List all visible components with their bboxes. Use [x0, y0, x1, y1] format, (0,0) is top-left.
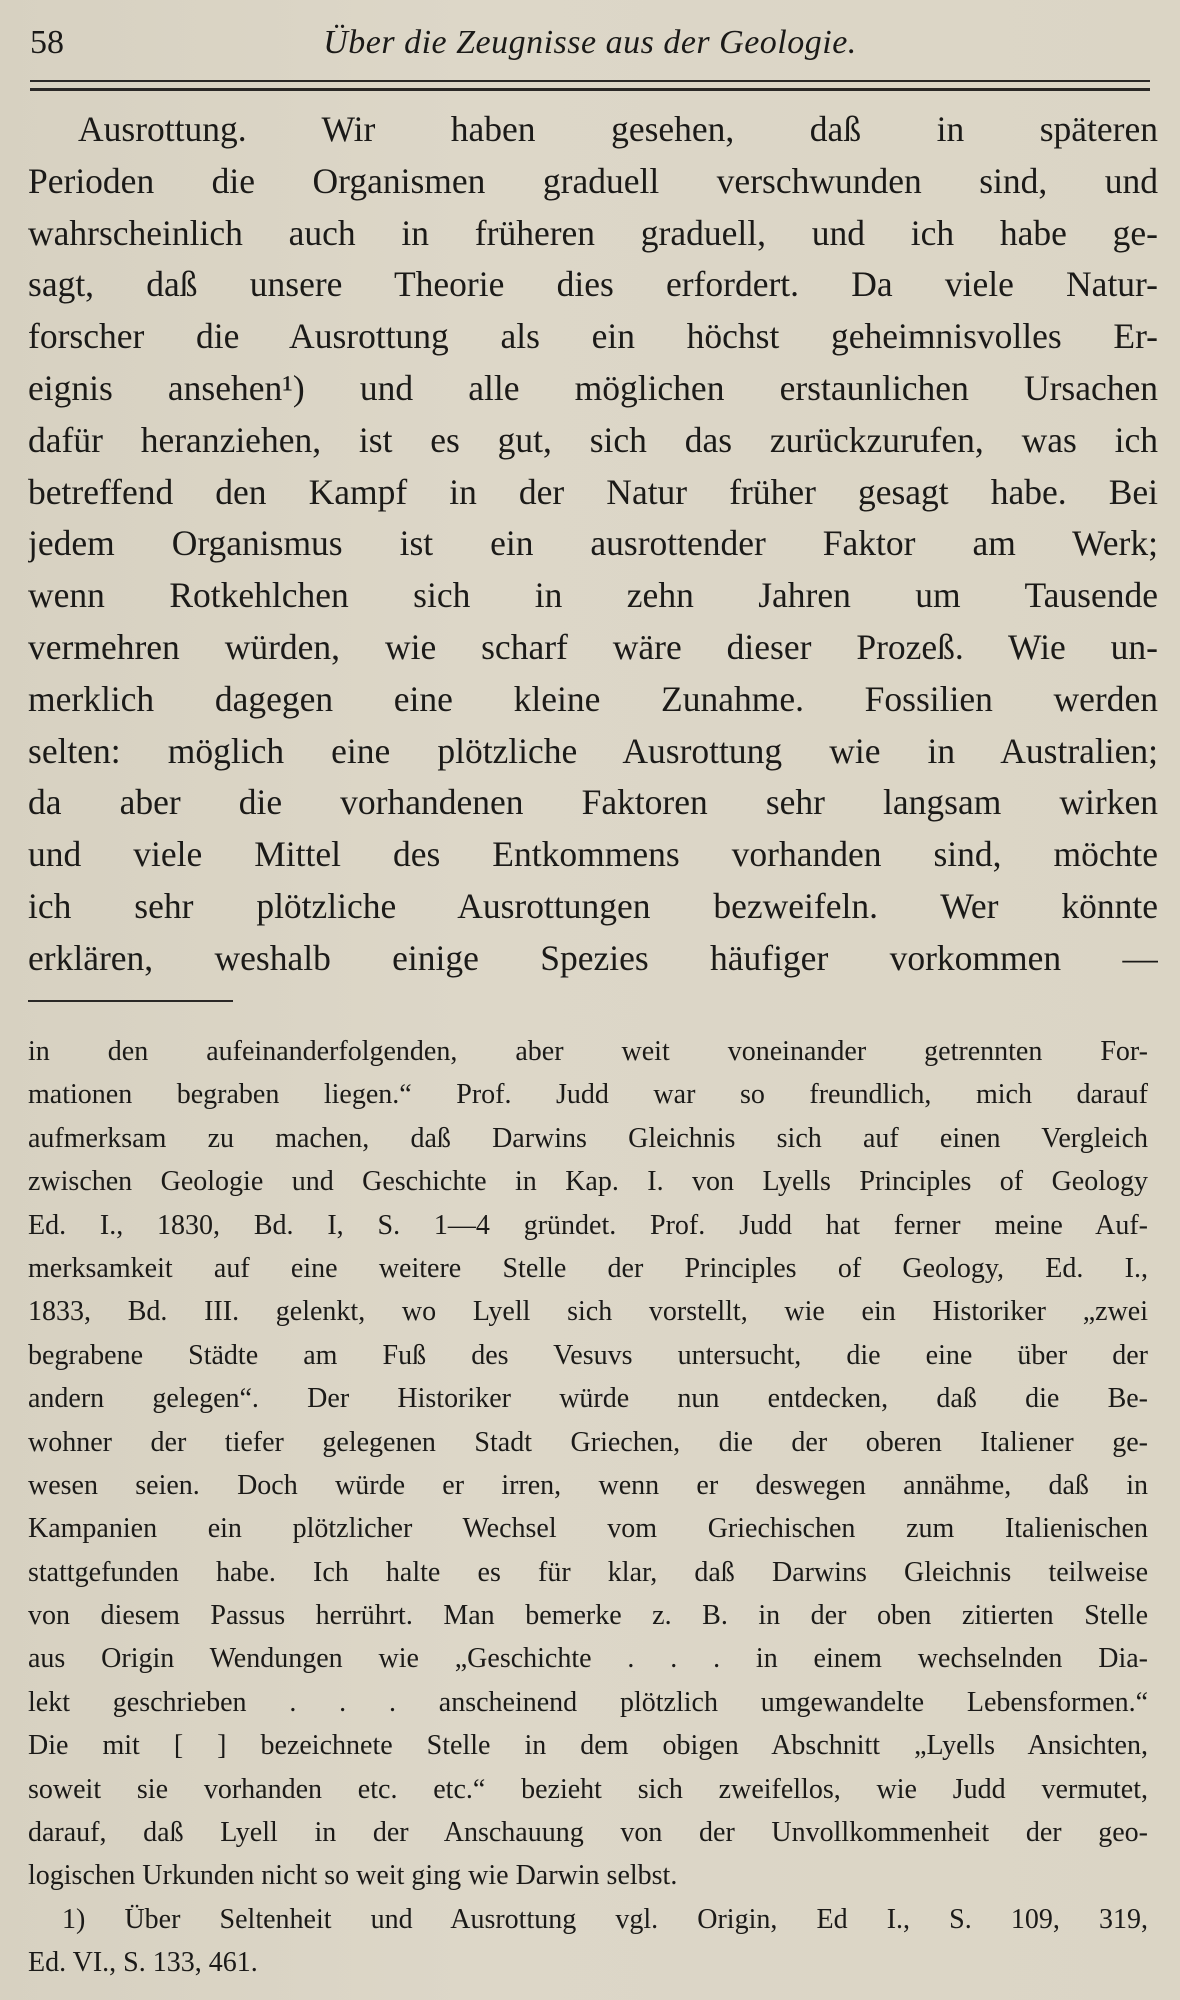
main-text-block — [28, 104, 1158, 985]
footnote-line: wesen seien. Doch würde er irren, wenn er deswegen annähme, daß in — [28, 1469, 1148, 1501]
main-text-line: vermehren würden, wie scharf wäre dieser Prozeß. Wie un- — [28, 626, 1158, 667]
main-text-line: erklären, weshalb einige Spezies häufiger vorkommen — — [28, 937, 1158, 978]
footnote-separator — [28, 1000, 233, 1002]
main-text-line: ich sehr plötzliche Ausrottungen bezweifeln. Wer könnte — [28, 885, 1158, 926]
footnote-line: stattgefunden habe. Ich halte es für klar, daß Darwins Gleichnis teilweise — [28, 1556, 1148, 1588]
footnote-line: aufmerksam zu machen, daß Darwins Gleichnis sich auf einen Vergleich — [28, 1122, 1148, 1154]
footnote-line: Die mit [ ] bezeichnete Stelle in dem obigen Abschnitt „Lyells Ansichten, — [28, 1730, 1148, 1762]
footnote-line: von diesem Passus herrührt. Man bemerke z. B. in der oben zitierten Stelle — [28, 1600, 1148, 1632]
main-text-line: und viele Mittel des Entkommens vorhanden sind, möchte — [28, 834, 1158, 875]
footnotes-block — [28, 1030, 1148, 1985]
footnote-line: mationen begraben liegen.“ Prof. Judd war so freundlich, mich darauf — [28, 1079, 1148, 1111]
main-text-line: forscher die Ausrottung als ein höchst geheimnisvolles Er- — [28, 316, 1158, 357]
main-text-line: merklich dagegen eine kleine Zunahme. Fossilien werden — [28, 678, 1158, 719]
main-text-line: Perioden die Organismen graduell verschwunden sind, und — [28, 160, 1158, 201]
main-text-line: dafür heranziehen, ist es gut, sich das zurückzurufen, was ich — [28, 419, 1158, 460]
footnote-line: in den aufeinanderfolgenden, aber weit voneinander getrennten For- — [28, 1036, 1148, 1067]
footnote-line: zwischen Geologie und Geschichte in Kap. I. von Lyells Principles of Geology — [28, 1166, 1148, 1198]
main-text-line: selten: möglich eine plötzliche Ausrottung wie in Australien; — [28, 730, 1158, 771]
header-rule-thin — [30, 80, 1150, 82]
footnote-line: Ed. VI., S. 133, 461. — [28, 1947, 258, 1979]
main-text-line: wahrscheinlich auch in früheren graduell, und ich habe ge- — [28, 212, 1158, 253]
main-text-line: sagt, daß unsere Theorie dies erfordert. Da viele Natur- — [28, 264, 1158, 305]
footnote-line: begrabene Städte am Fuß des Vesuvs untersucht, die eine über der — [28, 1339, 1148, 1371]
footnote-line: logischen Urkunden nicht so weit ging wie Darwin selbst. — [28, 1860, 678, 1892]
footnote-line: Kampanien ein plötzlicher Wechsel vom Griechischen zum Italienischen — [28, 1513, 1148, 1545]
page-header — [30, 18, 1150, 78]
running-head: Über die Zeugnisse aus der Geologie. — [323, 24, 857, 61]
main-text-line: betreffend den Kampf in der Natur früher gesagt habe. Bei — [28, 471, 1158, 512]
main-text-line: eignis ansehen¹) und alle möglichen erstaunlichen Ursachen — [28, 367, 1158, 408]
main-text-line: jedem Organismus ist ein ausrottender Faktor am Werk; — [28, 523, 1158, 564]
main-text-line: wenn Rotkehlchen sich in zehn Jahren um Tausende — [28, 575, 1158, 616]
header-rule-thick — [30, 88, 1150, 91]
footnote-line: merksamkeit auf eine weitere Stelle der Principles of Geology, Ed. I., — [28, 1252, 1148, 1284]
footnote-line: Ed. I., 1830, Bd. I, S. 1—4 gründet. Prof. Judd hat ferner meine Auf- — [28, 1209, 1148, 1241]
footnote-line: 1) Über Seltenheit und Ausrottung vgl. Origin, Ed I., S. 109, 319, — [62, 1903, 1148, 1935]
main-text-line: Ausrottung. Wir haben gesehen, daß in späteren — [78, 109, 1158, 149]
footnote-line: lekt geschrieben . . . anscheinend plötzlich umgewandelte Lebensformen.“ — [28, 1686, 1148, 1718]
page-number: 58 — [30, 24, 64, 61]
footnote-line: aus Origin Wendungen wie „Geschichte . . . in einem wechselnden Dia- — [28, 1643, 1148, 1675]
footnote-line: soweit sie vorhanden etc. etc.“ bezieht sich zweifellos, wie Judd vermutet, — [28, 1773, 1148, 1805]
footnote-line: wohner der tiefer gelegenen Stadt Griechen, die der oberen Italiener ge- — [28, 1426, 1148, 1458]
footnote-line: 1833, Bd. III. gelenkt, wo Lyell sich vorstellt, wie ein Historiker „zwei — [28, 1296, 1148, 1328]
main-text-line: da aber die vorhandenen Faktoren sehr langsam wirken — [28, 782, 1158, 823]
footnote-line: darauf, daß Lyell in der Anschauung von der Unvollkommenheit der geo- — [28, 1817, 1148, 1849]
footnote-line: andern gelegen“. Der Historiker würde nun entdecken, daß die Be- — [28, 1383, 1148, 1415]
